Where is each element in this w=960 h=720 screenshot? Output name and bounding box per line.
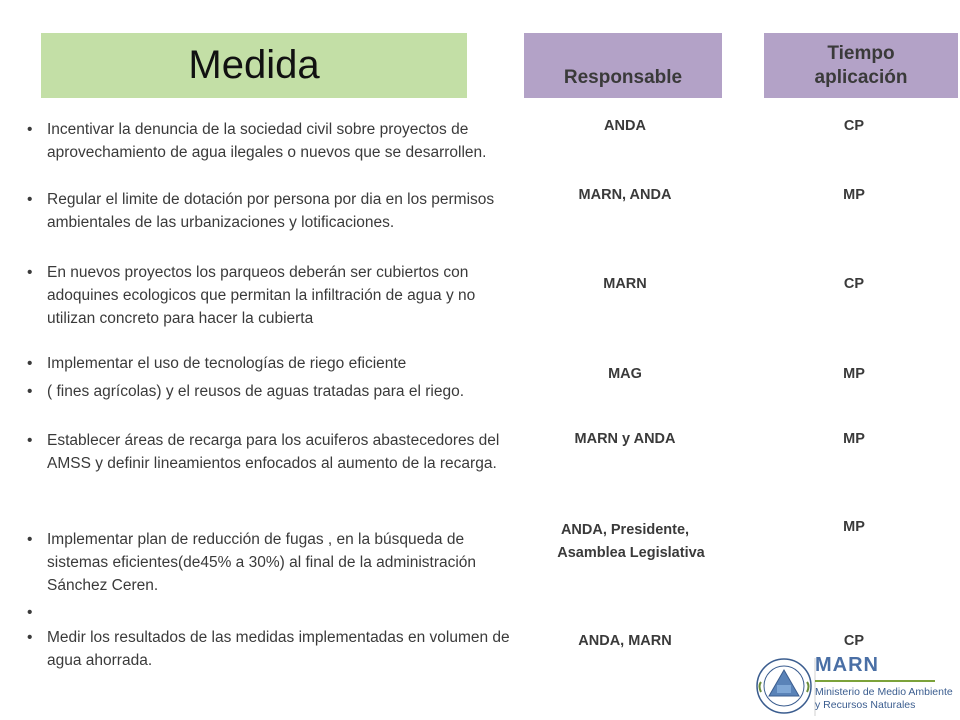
medida-header xyxy=(41,33,467,98)
marn-brand: MARN xyxy=(815,654,879,676)
tiempo-header-line1: Tiempo xyxy=(827,42,895,64)
responsable-line: ANDA, Presidente, xyxy=(560,522,690,538)
bullet-marker: • xyxy=(27,531,33,548)
tiempo-cell: CP xyxy=(843,633,865,649)
tiempo-cell: MP xyxy=(843,366,865,382)
medida-header-label: Medida xyxy=(188,43,320,87)
measure-item xyxy=(27,188,512,234)
bullet-marker: • xyxy=(27,629,33,646)
bullet-marker: • xyxy=(27,191,33,208)
responsable-header-label: Responsable xyxy=(563,67,683,88)
bullet-marker: • xyxy=(27,264,33,281)
tiempo-cell: CP xyxy=(843,118,865,134)
measure-text: Establecer áreas de recarga para los acuiferos abastecedores del AMSS y definir lineamientos enfocados al aumento de la recarga. xyxy=(47,432,500,472)
responsable-cell: MARN, ANDA xyxy=(578,187,672,203)
responsable-line: Asamblea Legislativa xyxy=(557,545,705,561)
measure-text: Medir los resultados de las medidas implementadas en volumen de agua ahorrada. xyxy=(47,629,510,669)
measure-item xyxy=(27,118,512,164)
responsable-header xyxy=(524,33,722,98)
measure-item xyxy=(27,528,512,597)
responsable-cell: MAG xyxy=(608,366,642,382)
measure-text: Implementar el uso de tecnologías de riego eficiente xyxy=(47,355,407,372)
logo-divider xyxy=(815,680,935,682)
measure-text: Regular el limite de dotación por persona por dia en los permisos ambientales de las urbanizaciones y lotificaciones. xyxy=(47,191,495,231)
bullet-marker: • xyxy=(27,121,33,138)
bullet-marker: • xyxy=(27,432,33,449)
tiempo-cell: CP xyxy=(843,276,865,292)
bullet-marker: • xyxy=(27,355,33,372)
tiempo-cell: MP xyxy=(843,519,865,535)
measure-text: En nuevos proyectos los parqueos deberán ser cubiertos con adoquines ecologicos que permitan la infiltración de agua y no utilizan concreto para hacer la cubierta xyxy=(47,264,476,327)
marn-subtitle-line1: Ministerio de Medio Ambiente xyxy=(815,686,953,698)
tiempo-header xyxy=(764,33,958,98)
measure-text: Incentivar la denuncia de la sociedad civil sobre proyectos de aprovechamiento de agua ilegales o nuevos que se desarrollen. xyxy=(47,121,487,161)
responsable-cell: MARN y ANDA xyxy=(574,431,676,447)
responsable-cell: ANDA xyxy=(604,118,646,134)
responsable-cell xyxy=(520,519,730,565)
measure-item xyxy=(27,380,512,403)
measure-text: Implementar plan de reducción de fugas , en la búsqueda de sistemas eficientes(de45% a 30%) al final de la administración Sánchez Ceren. xyxy=(47,531,477,594)
measure-item xyxy=(27,429,512,475)
marn-subtitle-line2: y Recursos Naturales xyxy=(815,699,916,711)
tiempo-cell: MP xyxy=(843,431,865,447)
bullet-marker: • xyxy=(27,604,33,621)
responsable-cell: ANDA, MARN xyxy=(578,633,672,649)
marn-logo-text xyxy=(815,654,953,712)
measure-item xyxy=(27,261,512,330)
measure-item xyxy=(27,352,512,375)
measure-item xyxy=(27,626,512,672)
measure-text: ( fines agrícolas) y el reusos de aguas tratadas para el riego. xyxy=(47,383,465,400)
responsable-cell: MARN xyxy=(603,276,647,292)
tiempo-header-line2: aplicación xyxy=(814,66,908,88)
tiempo-cell: MP xyxy=(843,187,865,203)
bullet-marker: • xyxy=(27,383,33,400)
